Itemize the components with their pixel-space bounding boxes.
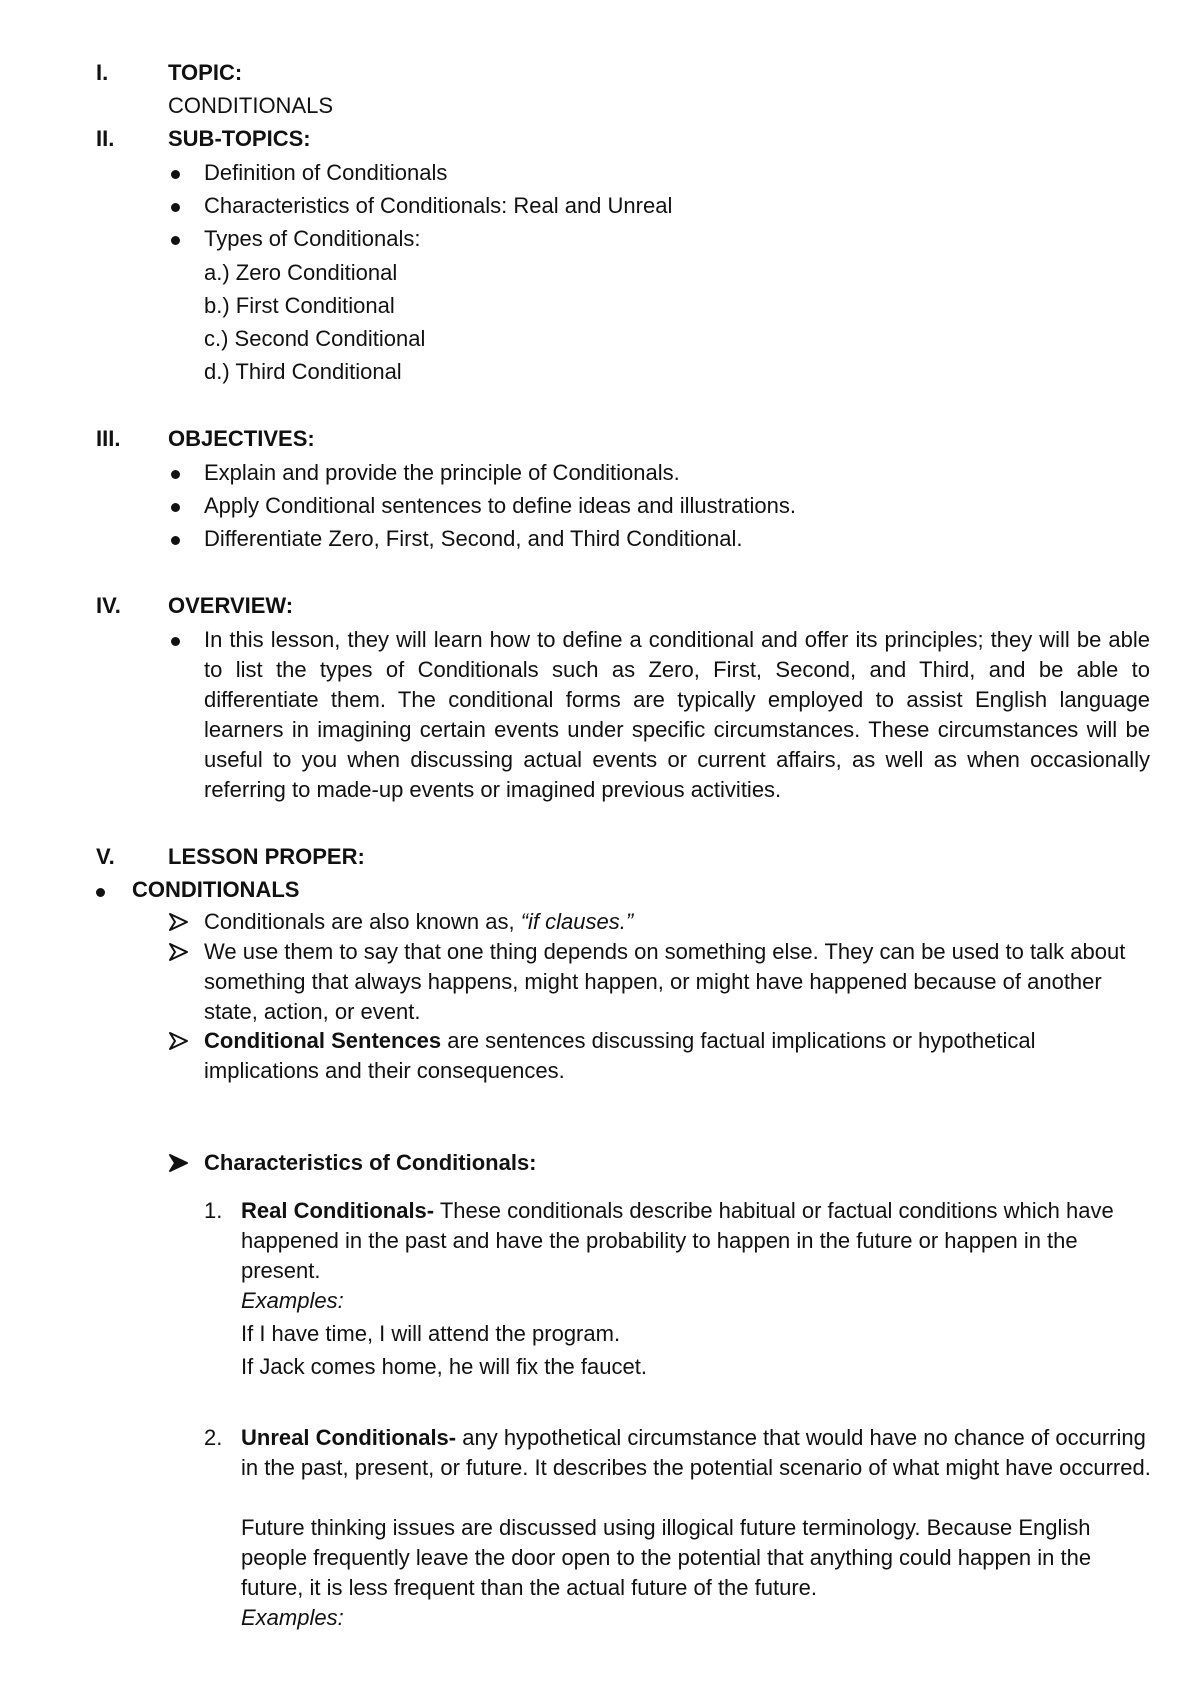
objective-item: Differentiate Zero, First, Second, and Third Conditional. [204, 526, 743, 551]
subtopic-item: Definition of Conditionals [204, 160, 448, 185]
section-heading-lesson: LESSON PROPER: [168, 844, 365, 869]
bullet-icon [171, 170, 180, 179]
examples-label [241, 1286, 344, 1316]
list-number: 2. [204, 1425, 223, 1450]
section-heading-overview: OVERVIEW: [168, 593, 294, 618]
unreal-conditionals-term: Unreal Conditionals- [241, 1425, 457, 1450]
examples-label-text: Examples: [241, 1605, 344, 1630]
examples-label-text: Examples: [241, 1288, 344, 1313]
objective-item: Explain and provide the principle of Conditionals. [204, 460, 680, 485]
real-conditionals-text: These conditionals describe habitual or factual conditions which have happened in the past and have the probability to happen in the future or happen in the present. [241, 1198, 1114, 1283]
lesson-point: We use them to say that one thing depends on something else. They can be used to talk about something that always happens, might happen, or might have happened because of another state, action, or event. [204, 939, 1126, 1024]
overview-paragraph: In this lesson, they will learn how to define a conditional and offer its principles; they will be able to list the types of Conditionals such as Zero, First, Second, and Third, and be able to differentiate them. The conditional forms are typically employed to assist English language learners in imagining certain events under specific circumstances. These circumstances will be useful to you when discussing actual events or current affairs, as well as when occasionally referring to made-up events or imagined previous activities. [204, 627, 1150, 802]
bullet-icon [171, 236, 180, 245]
examples-label [241, 1603, 344, 1633]
arrow-bullet-icon [168, 911, 190, 933]
subtopic-item: Characteristics of Conditionals: Real and Unreal [204, 193, 673, 218]
topic-value: CONDITIONALS [168, 93, 334, 118]
bullet-icon [171, 203, 180, 212]
lesson-point-text: are sentences discussing factual implications or hypothetical implications and their consequences. [204, 1028, 1036, 1083]
lesson-topic: CONDITIONALS [132, 877, 300, 902]
objective-item: Apply Conditional sentences to define ideas and illustrations. [204, 493, 796, 518]
bullet-icon [171, 536, 180, 545]
section-heading-subtopics: SUB-TOPICS: [168, 126, 311, 151]
lesson-point-bold: Conditional Sentences [204, 1028, 442, 1053]
bullet-icon [96, 888, 105, 897]
bullet-icon [171, 637, 180, 646]
section-numeral-subtopics: II. [96, 126, 115, 151]
unreal-conditionals-extra: Future thinking issues are discussed using illogical future terminology. Because English people frequently leave the door open to the potential that anything could happen in the future, it is less frequent than the actual future of the future. [241, 1515, 1092, 1600]
lesson-point [204, 907, 633, 937]
section-numeral-lesson: V. [96, 844, 115, 869]
example-sentence: If I have time, I will attend the program. [241, 1321, 621, 1346]
bullet-icon [171, 503, 180, 512]
conditional-type: a.) Zero Conditional [204, 260, 398, 285]
unreal-conditionals-text: any hypothetical circumstance that would have no chance of occurring in the past, present, or future. It describes the potential scenario of what might have occurred. [241, 1425, 1151, 1480]
arrow-bullet-icon [168, 1152, 190, 1174]
characteristics-heading: Characteristics of Conditionals: [204, 1150, 537, 1175]
section-heading-objectives: OBJECTIVES: [168, 426, 315, 451]
subtopic-item: Types of Conditionals: [204, 226, 421, 251]
section-numeral-overview: IV. [96, 593, 121, 618]
lesson-point [204, 1026, 1149, 1086]
unreal-conditionals-definition [241, 1423, 1156, 1483]
lesson-point-text: Conditionals are also known as, [204, 909, 521, 934]
list-number: 1. [204, 1198, 223, 1223]
real-conditionals-term: Real Conditionals- [241, 1198, 435, 1223]
arrow-bullet-icon [168, 1030, 190, 1052]
bullet-icon [171, 470, 180, 479]
arrow-bullet-icon [168, 941, 190, 963]
conditional-type: d.) Third Conditional [204, 359, 402, 384]
conditional-type: c.) Second Conditional [204, 326, 426, 351]
section-numeral-topic: I. [96, 60, 109, 85]
conditional-type: b.) First Conditional [204, 293, 395, 318]
section-numeral-objectives: III. [96, 426, 121, 451]
real-conditionals-definition [241, 1196, 1161, 1286]
section-heading-topic: TOPIC: [168, 60, 243, 85]
lesson-point-italic: “if clauses.” [520, 909, 634, 934]
example-sentence: If Jack comes home, he will fix the faucet. [241, 1354, 647, 1379]
